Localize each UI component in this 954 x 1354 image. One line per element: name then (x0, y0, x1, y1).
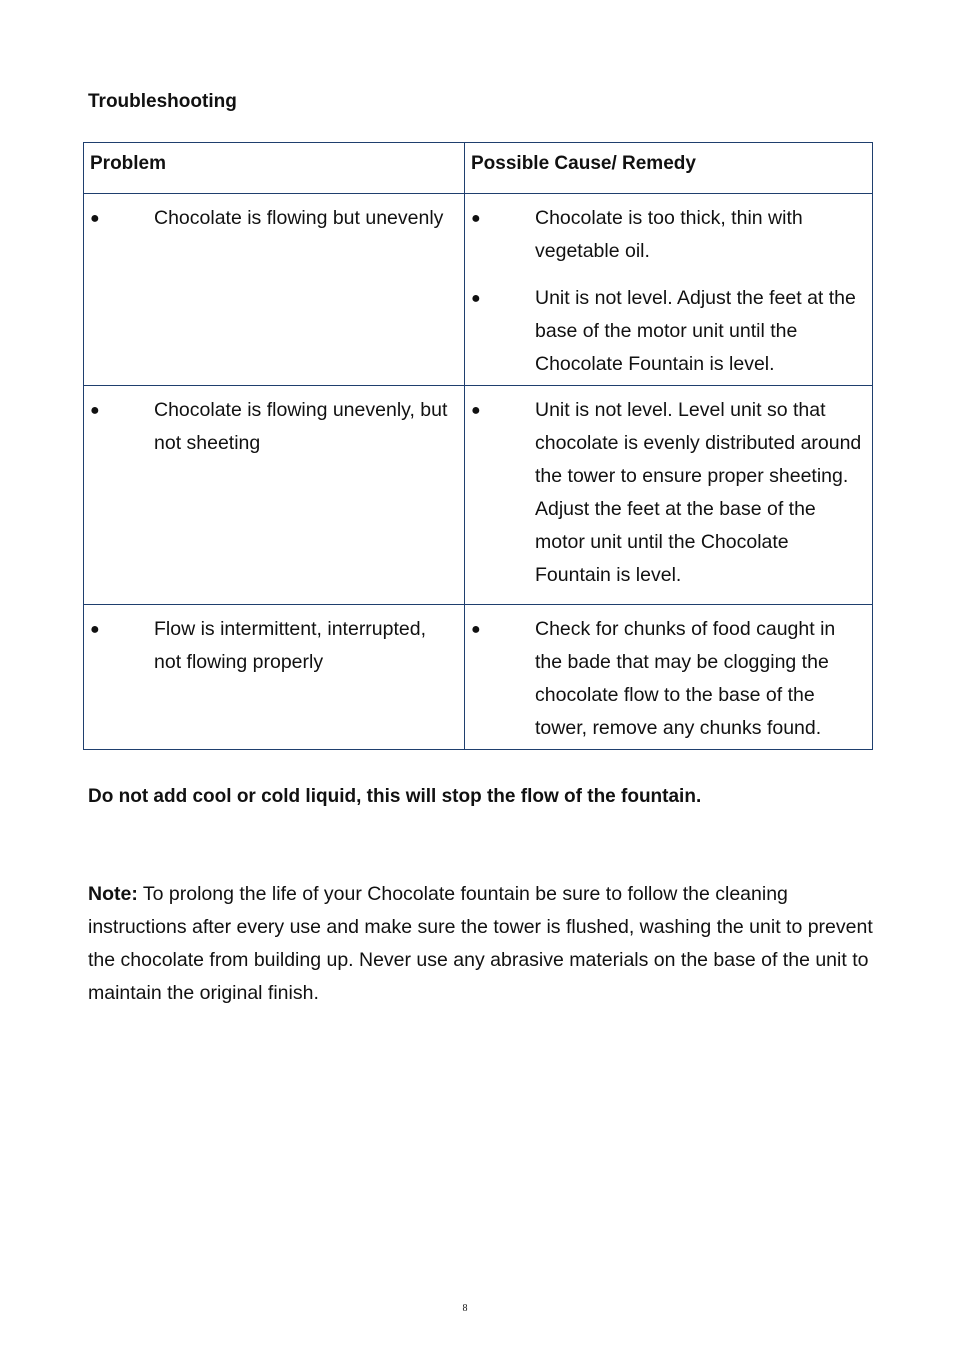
problem-cell (84, 605, 465, 750)
remedy-cell (465, 386, 873, 605)
bullet-icon: ● (471, 210, 481, 227)
remedy-cell (465, 194, 873, 386)
warning-text: Do not add cool or cold liquid, this will stop the flow of the fountain. (88, 786, 702, 807)
list-item: ● Chocolate is too thick, thin with vegetable oil. (471, 202, 864, 268)
header-cell-problem: Problem (84, 143, 465, 194)
remedy-cell (465, 605, 873, 750)
problem-cell (84, 194, 465, 386)
note-paragraph (88, 878, 878, 1010)
list-item: ● Chocolate is flowing but unevenly (90, 202, 456, 235)
list-item: ● Chocolate is flowing unevenly, but not sheeting (90, 394, 456, 460)
table-header-row (84, 143, 873, 194)
page-number: 8 (462, 1303, 468, 1314)
bullet-icon: ● (471, 290, 481, 307)
note-label: Note: (88, 883, 138, 905)
page-title: Troubleshooting (88, 91, 237, 112)
table-row (84, 194, 873, 386)
table-row (84, 605, 873, 750)
list-item: ● Unit is not level. Level unit so that chocolate is evenly distributed around the tower to ensure proper sheeting. Adjust the feet at the base of the motor unit until the Chocolate Fountain is level. (471, 394, 864, 592)
bullet-icon: ● (90, 621, 100, 638)
note-text: To prolong the life of your Chocolate fountain be sure to follow the cleaning instructions after every use and make sure the tower is flushed, washing the unit to prevent the chocolate from building up. Never use any abrasive materials on the base of the unit to maintain the original finish. (88, 883, 873, 1004)
troubleshooting-table (83, 142, 873, 750)
list-item: ● Flow is intermittent, interrupted, not flowing properly (90, 613, 456, 679)
bullet-icon: ● (471, 402, 481, 419)
list-item: ● Unit is not level. Adjust the feet at the base of the motor unit until the Chocolate Fountain is level. (471, 282, 864, 381)
bullet-icon: ● (90, 210, 100, 227)
list-item: ● Check for chunks of food caught in the bade that may be clogging the chocolate flow to the base of the tower, remove any chunks found. (471, 613, 864, 745)
bullet-icon: ● (471, 621, 481, 638)
problem-cell (84, 386, 465, 605)
table-row (84, 386, 873, 605)
header-cell-remedy: Possible Cause/ Remedy (465, 143, 873, 194)
bullet-icon: ● (90, 402, 100, 419)
